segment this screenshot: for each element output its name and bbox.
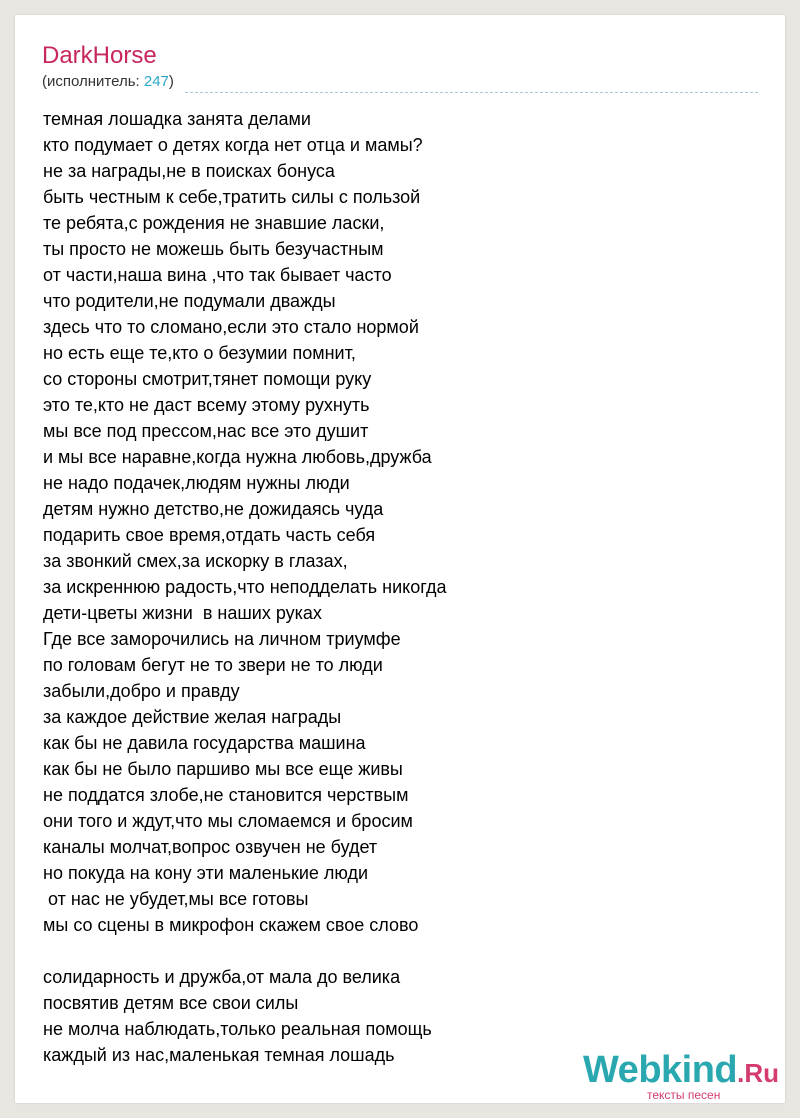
lyric-line: они того и ждут,что мы сломаемся и бросим [43,811,413,831]
logo-name: Webkind [583,1049,738,1091]
lyric-line: и мы все наравне,когда нужна любовь,дружба [43,447,432,467]
logo-tagline: тексты песен [647,1088,721,1102]
lyric-line: здесь что то сломано,если это стало нормой [43,317,419,337]
lyric-line: мы со сцены в микрофон скажем свое слово [43,915,419,935]
lyric-line: ты просто не можешь быть безучастным [43,239,384,259]
lyric-line: не молча наблюдать,только реальная помощь [43,1019,432,1039]
lyric-blank-line [43,938,447,964]
lyrics-page [15,15,785,1103]
lyric-line: за звонкий смех,за искорку в глазах, [43,551,348,571]
meta-suffix: ) [168,73,174,90]
lyric-line: не надо подачек,людям нужны люди [43,473,350,493]
lyric-line: быть честным к себе,тратить силы с пользой [43,187,421,207]
lyric-line: забыли,добро и правду [43,681,240,701]
meta-prefix: (исполнитель: [42,73,144,90]
lyric-line: за каждое действие желая награды [43,707,342,727]
lyric-line: за искреннюю радость,что неподделать никогда [43,577,447,597]
lyric-line: но покуда на кону эти маленькие люди [43,863,369,883]
lyric-line: по головам бегут не то звери не то люди [43,655,383,675]
lyric-line: не поддатся злобе,не становится черствым [43,785,409,805]
lyric-line: подарить свое время,отдать часть себя [43,525,376,545]
lyric-line: кто подумает о детях когда нет отца и мамы? [43,135,423,155]
header-divider [185,92,758,93]
lyric-line: как бы не давила государства машина [43,733,366,753]
lyric-line: детям нужно детство,не дожидаясь чуда [43,499,384,519]
lyric-line: каналы молчат,вопрос озвучен не будет [43,837,378,857]
lyric-line: от нас не убудет,мы все готовы [43,889,309,909]
lyric-line: солидарность и дружба,от мала до велика [43,967,401,987]
lyric-line: Где все заморочились на личном триумфе [43,629,401,649]
lyric-line: что родители,не подумали дважды [43,291,336,311]
lyric-line: это те,кто не даст всему этому рухнуть [43,395,370,415]
artist-meta [42,73,174,91]
site-logo[interactable] [583,1048,783,1103]
lyric-line: не за награды,не в поисках бонуса [43,161,335,181]
lyric-line: дети-цветы жизни в наших руках [43,603,322,623]
logo-tld: .Ru [737,1058,780,1088]
lyric-line: но есть еще те,кто о безумии помнит, [43,343,356,363]
song-count[interactable]: 247 [143,73,169,90]
lyric-line: как бы не было паршиво мы все еще живы [43,759,403,779]
lyric-line: каждый из нас,маленькая темная лошадь [43,1045,395,1065]
lyrics-text [43,106,447,1068]
artist-name[interactable]: DarkHorse [42,42,157,69]
lyric-line: от части,наша вина ,что так бывает часто [43,265,392,285]
lyric-line: те ребята,с рождения не знавшие ласки, [43,213,385,233]
lyric-line: со стороны смотрит,тянет помощи руку [43,369,372,389]
lyric-line: посвятив детям все свои силы [43,993,299,1013]
lyric-line: темная лошадка занята делами [43,109,311,129]
lyric-line: мы все под прессом,нас все это душит [43,421,369,441]
